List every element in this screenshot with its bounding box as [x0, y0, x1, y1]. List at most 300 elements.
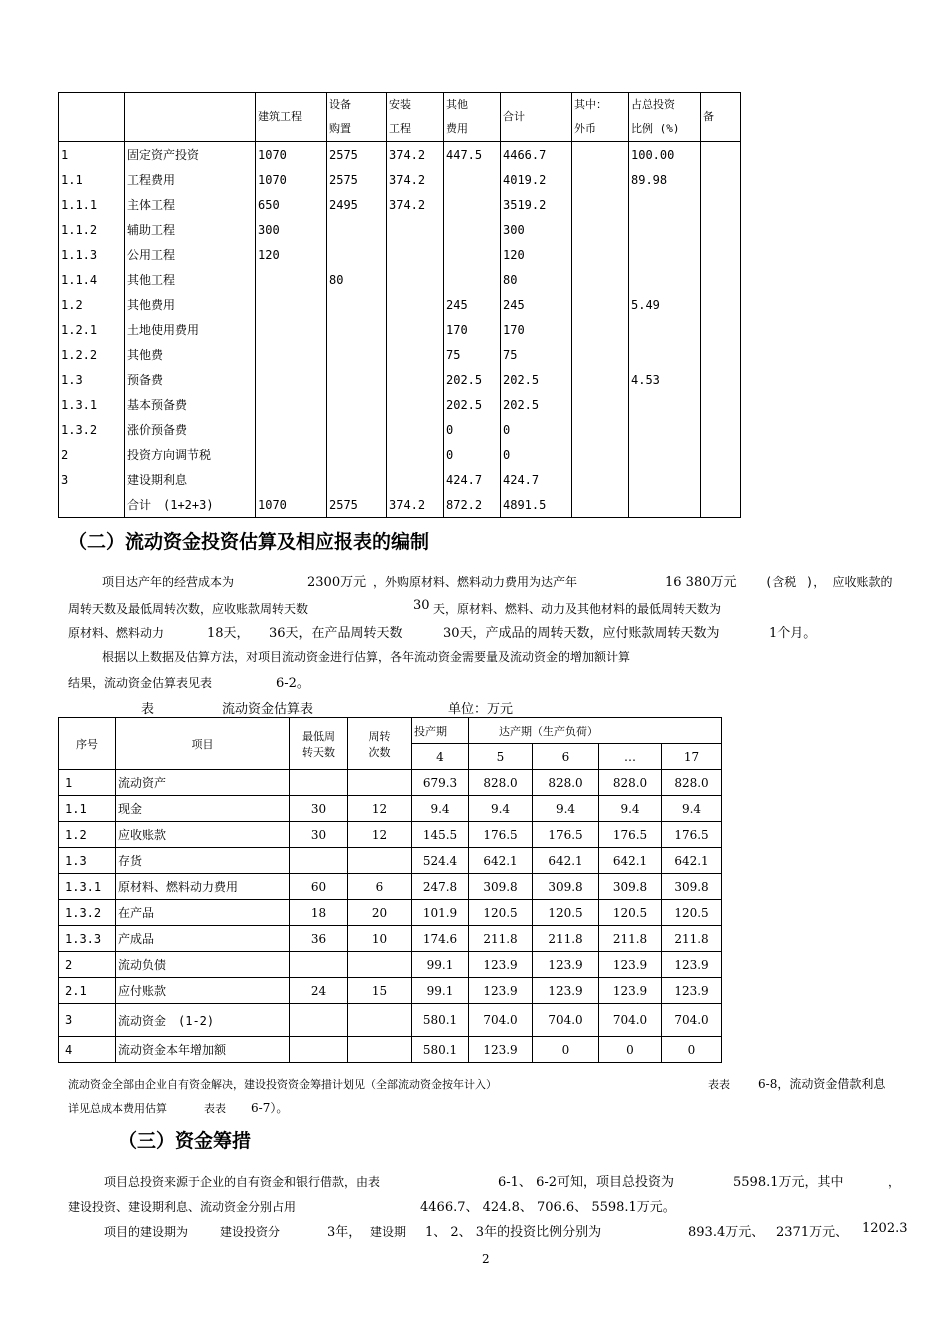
- para3-line3h: 1202.3: [862, 1221, 908, 1236]
- t2-cell: 1.3.2: [59, 900, 116, 926]
- t2-cell: 174.6: [412, 926, 469, 952]
- t2-cell: 9.4: [662, 796, 722, 822]
- t2-cell: [290, 848, 348, 874]
- t1-cell: [387, 292, 444, 317]
- t1-cell: [387, 217, 444, 242]
- t1-cell: 2495: [327, 192, 387, 217]
- page-number: 2: [482, 1252, 490, 1266]
- para3-line3f: 893.4万元、: [688, 1225, 765, 1240]
- t1-header-cell: 设备 购置: [327, 93, 387, 142]
- table-row: [59, 367, 741, 392]
- t1-cell: 3: [61, 472, 69, 487]
- t2-cell: 4: [59, 1037, 116, 1063]
- t2-year-header: 6: [533, 744, 599, 770]
- table-row: [59, 848, 722, 874]
- t2-cell: 30: [290, 822, 348, 848]
- t2-cell: 1.3.1: [59, 874, 116, 900]
- t2-cell: 15: [348, 978, 412, 1004]
- t2-year-header: …: [599, 744, 662, 770]
- t2-cell: 580.1: [412, 1004, 469, 1037]
- t1-cell: 1.2.2: [61, 347, 98, 362]
- t1-cell: 4891.5: [501, 492, 572, 518]
- t2-header-times: 周转 次数: [348, 718, 412, 770]
- t1-cell: 872.2: [444, 492, 501, 518]
- para1-line2b: 30: [413, 598, 430, 613]
- t2-cell: 12: [348, 822, 412, 848]
- t1-cell: [572, 392, 629, 417]
- t1-cell: 100.00: [629, 142, 701, 168]
- t2-cell: 580.1: [412, 1037, 469, 1063]
- para1-line2a: 周转天数及最低周转次数，应收账款周转天数: [68, 602, 309, 616]
- t1-cell: [444, 192, 501, 217]
- t2-year-header: 5: [469, 744, 533, 770]
- t1-cell: [256, 417, 327, 442]
- t2-cell: 应付账款: [116, 978, 290, 1004]
- t2-cell: 176.5: [662, 822, 722, 848]
- t2-header-no: 序号: [59, 718, 116, 770]
- t2-cell: 704.0: [599, 1004, 662, 1037]
- investment-estimate-table: [58, 92, 741, 518]
- para3-line2b: 4466.7、 424.8、 706.6、 5598.1万元。: [420, 1200, 676, 1215]
- t1-cell: [629, 442, 701, 467]
- t2-cell: [348, 770, 412, 796]
- t2-cell: 123.9: [662, 952, 722, 978]
- t1-cell: [701, 167, 741, 192]
- t1-cell: [629, 317, 701, 342]
- t2-cell: 828.0: [599, 770, 662, 796]
- t1-cell: 75: [444, 342, 501, 367]
- t1-header-cell: 占总投资 比例 (%): [629, 93, 701, 142]
- t1-cell: [327, 317, 387, 342]
- t1-cell: 1.3.2: [61, 422, 98, 437]
- t1-cell: 245: [444, 292, 501, 317]
- table-row: [59, 342, 741, 367]
- t2-cell: 679.3: [412, 770, 469, 796]
- t2-cell: 60: [290, 874, 348, 900]
- t1-cell: [701, 267, 741, 292]
- t1-cell: 650: [256, 192, 327, 217]
- t1-cell: 1.3.1: [61, 397, 98, 412]
- t1-cell: [701, 492, 741, 518]
- t1-cell: 1.1.2: [61, 222, 98, 237]
- t1-cell: [444, 167, 501, 192]
- t2-cell: 123.9: [469, 1037, 533, 1063]
- section-3-title: （三）资金筹措: [118, 1130, 252, 1152]
- t2-cell: 704.0: [662, 1004, 722, 1037]
- t1-header-cell: 其中： 外币: [572, 93, 629, 142]
- t1-cell: 0: [501, 417, 572, 442]
- t2-cell: 176.5: [599, 822, 662, 848]
- t1-cell: 0: [444, 417, 501, 442]
- table2-caption: 流动资金估算表: [222, 702, 314, 717]
- para1-line2c: 天，原材料、燃料、动力及其他材料的最低周转天数为: [433, 602, 722, 616]
- t2-cell: 1.3: [59, 848, 116, 874]
- t2-cell: 211.8: [533, 926, 599, 952]
- t2-cell: 现金: [116, 796, 290, 822]
- t1-cell: 1: [61, 147, 69, 162]
- para1-line3a: 原材料、燃料动力: [68, 626, 165, 640]
- t1-header-cell: 建筑工程: [256, 93, 327, 142]
- t1-cell: [701, 217, 741, 242]
- t1-cell: [256, 442, 327, 467]
- t1-cell: 0: [444, 442, 501, 467]
- table-row: [59, 770, 722, 796]
- t2-cell: 流动负债: [116, 952, 290, 978]
- t1-cell: [327, 292, 387, 317]
- para2-line2b: 表表: [204, 1102, 226, 1115]
- t1-cell: [444, 242, 501, 267]
- t2-cell: 309.8: [469, 874, 533, 900]
- t2-cell: 211.8: [662, 926, 722, 952]
- t1-cell: 公用工程: [125, 242, 256, 267]
- para3-line3a: 项目的建设期为: [104, 1225, 189, 1239]
- t1-cell: [701, 192, 741, 217]
- t1-cell: 424.7: [444, 467, 501, 492]
- t2-cell: 3: [59, 1004, 116, 1037]
- t1-cell: 基本预备费: [125, 392, 256, 417]
- t1-cell: 170: [501, 317, 572, 342]
- t1-cell: [629, 417, 701, 442]
- para3-line1d: ，: [888, 1175, 901, 1189]
- t1-cell: 120: [501, 242, 572, 267]
- para2-line2c: 6-7）。: [251, 1101, 289, 1115]
- t2-cell: 0: [533, 1037, 599, 1063]
- t1-cell: 374.2: [387, 142, 444, 168]
- t1-cell: [701, 242, 741, 267]
- t1-cell: 1.1.3: [61, 247, 98, 262]
- t1-cell: 其他费: [125, 342, 256, 367]
- t1-cell: [629, 467, 701, 492]
- t1-cell: [629, 242, 701, 267]
- t2-header-prod: 达产期（生产负荷）: [469, 718, 722, 744]
- t2-cell: 120.5: [469, 900, 533, 926]
- t2-cell: 9.4: [412, 796, 469, 822]
- t1-cell: 合计 (1+2+3): [125, 492, 256, 518]
- t2-cell: 9.4: [469, 796, 533, 822]
- t1-cell: [327, 467, 387, 492]
- t1-cell: [444, 217, 501, 242]
- t1-cell: [572, 267, 629, 292]
- t2-cell: 828.0: [533, 770, 599, 796]
- t2-cell: 123.9: [599, 952, 662, 978]
- t1-cell: 1070: [256, 142, 327, 168]
- para3-line3c: 3年，: [327, 1225, 362, 1240]
- t1-cell: [701, 367, 741, 392]
- para3-line1b: 6-1、 6-2可知，项目总投资为: [498, 1175, 675, 1190]
- t2-cell: 应收账款: [116, 822, 290, 848]
- para1-line5b: 6-2。: [276, 676, 310, 691]
- para1-line4: 根据以上数据及估算方法，对项目流动资金进行估算，各年流动资金需要量及流动资金的增加额计算: [102, 650, 631, 664]
- t2-cell: 在产品: [116, 900, 290, 926]
- t2-cell: 828.0: [662, 770, 722, 796]
- table-row: [59, 167, 741, 192]
- t1-cell: [256, 467, 327, 492]
- t2-cell: 309.8: [662, 874, 722, 900]
- t2-cell: 642.1: [469, 848, 533, 874]
- t1-cell: [387, 317, 444, 342]
- t1-cell: 447.5: [444, 142, 501, 168]
- table-row: [59, 952, 722, 978]
- t1-cell: [256, 342, 327, 367]
- t1-cell: [701, 442, 741, 467]
- table-row: [59, 392, 741, 417]
- t2-cell: [290, 1037, 348, 1063]
- t1-cell: 其他费用: [125, 292, 256, 317]
- table-row: [59, 292, 741, 317]
- para1-line1b: 2300万元: [307, 575, 367, 590]
- t1-cell: 374.2: [387, 167, 444, 192]
- t1-cell: [327, 417, 387, 442]
- t1-cell: [387, 242, 444, 267]
- t2-cell: 2: [59, 952, 116, 978]
- t2-cell: [348, 848, 412, 874]
- t1-cell: 1.2.1: [61, 322, 98, 337]
- t1-cell: 374.2: [387, 192, 444, 217]
- para1-line3d: 30天，产成品的周转天数，应付账款周转天数为: [443, 626, 720, 641]
- t2-year-header: 17: [662, 744, 722, 770]
- t1-cell: [256, 367, 327, 392]
- table-row: [59, 192, 741, 217]
- table-row: [59, 242, 741, 267]
- para1-line3e: 1个月。: [769, 626, 817, 641]
- t1-cell: [701, 417, 741, 442]
- t1-cell: 2575: [327, 142, 387, 168]
- table-row: [59, 1004, 722, 1037]
- t2-cell: 1: [59, 770, 116, 796]
- table-row: [59, 822, 722, 848]
- t2-cell: 309.8: [533, 874, 599, 900]
- t1-cell: [256, 267, 327, 292]
- t2-cell: 211.8: [599, 926, 662, 952]
- para1-line5a: 结果，流动资金估算表见表: [68, 676, 213, 690]
- t2-cell: 9.4: [599, 796, 662, 822]
- t1-header-cell: 备: [701, 93, 741, 142]
- t2-cell: 123.9: [662, 978, 722, 1004]
- t2-cell: 2.1: [59, 978, 116, 1004]
- t1-cell: [701, 142, 741, 168]
- t1-cell: 1.1.1: [61, 197, 98, 212]
- t1-cell: 0: [501, 442, 572, 467]
- t1-cell: 其他工程: [125, 267, 256, 292]
- t2-cell: 101.9: [412, 900, 469, 926]
- t1-cell: [387, 392, 444, 417]
- para1-line1c: ，外购原材料、燃料动力费用为达产年: [373, 575, 578, 589]
- t2-cell: 120.5: [662, 900, 722, 926]
- t2-cell: 9.4: [533, 796, 599, 822]
- t1-cell: 固定资产投资: [125, 142, 256, 168]
- t1-cell: 1070: [256, 167, 327, 192]
- t1-cell: [629, 192, 701, 217]
- t2-cell: 123.9: [469, 978, 533, 1004]
- t1-cell: [572, 342, 629, 367]
- t2-cell: 6: [348, 874, 412, 900]
- t2-cell: 524.4: [412, 848, 469, 874]
- t1-cell: 2575: [327, 492, 387, 518]
- t2-year-header: 4: [412, 744, 469, 770]
- t2-cell: 123.9: [533, 952, 599, 978]
- t2-cell: 309.8: [599, 874, 662, 900]
- t1-cell: 建设期利息: [125, 467, 256, 492]
- t1-cell: [387, 442, 444, 467]
- para3-line3d: 建设期: [370, 1225, 407, 1239]
- table-row: [59, 900, 722, 926]
- t1-cell: 主体工程: [125, 192, 256, 217]
- t1-cell: 1.3: [61, 372, 83, 387]
- table-row: [59, 467, 741, 492]
- t1-cell: [701, 467, 741, 492]
- t1-cell: 4019.2: [501, 167, 572, 192]
- t1-cell: 170: [444, 317, 501, 342]
- t2-cell: 828.0: [469, 770, 533, 796]
- t1-cell: 1070: [256, 492, 327, 518]
- t1-cell: 投资方向调节税: [125, 442, 256, 467]
- t1-cell: [256, 292, 327, 317]
- t2-cell: 存货: [116, 848, 290, 874]
- t1-cell: [572, 192, 629, 217]
- t2-cell: [348, 952, 412, 978]
- t2-cell: 1.1: [59, 796, 116, 822]
- t2-cell: 642.1: [599, 848, 662, 874]
- t1-cell: 89.98: [629, 167, 701, 192]
- t1-cell: 1.2: [61, 297, 83, 312]
- t1-cell: [572, 167, 629, 192]
- t2-cell: 642.1: [533, 848, 599, 874]
- para1-line3c: 36天，在产品周转天数: [269, 626, 403, 641]
- t1-cell: [572, 367, 629, 392]
- t1-cell: [572, 467, 629, 492]
- t2-cell: 0: [662, 1037, 722, 1063]
- t1-cell: [701, 292, 741, 317]
- t2-cell: 145.5: [412, 822, 469, 848]
- t2-cell: 123.9: [469, 952, 533, 978]
- t1-cell: 202.5: [444, 367, 501, 392]
- t1-cell: 202.5: [501, 392, 572, 417]
- t1-cell: [629, 492, 701, 518]
- para3-line2a: 建设投资、建设期利息、流动资金分别占用: [68, 1200, 297, 1214]
- t2-cell: 123.9: [599, 978, 662, 1004]
- working-capital-table: [58, 717, 722, 1063]
- t1-cell: [444, 267, 501, 292]
- t1-cell: 1.1: [61, 172, 83, 187]
- t1-cell: 120: [256, 242, 327, 267]
- t1-cell: 5.49: [629, 292, 701, 317]
- t1-cell: [327, 342, 387, 367]
- t1-cell: [256, 392, 327, 417]
- para1-line1d: 16 380万元: [665, 575, 737, 590]
- table-row: [59, 267, 741, 292]
- table-row: [59, 217, 741, 242]
- para3-line1a: 项目总投资来源于企业的自有资金和银行借款，由表: [104, 1175, 381, 1189]
- t2-cell: 211.8: [469, 926, 533, 952]
- t2-cell: 99.1: [412, 978, 469, 1004]
- t2-cell: 176.5: [469, 822, 533, 848]
- table-row: [59, 978, 722, 1004]
- t2-cell: 704.0: [469, 1004, 533, 1037]
- t1-cell: 2: [61, 447, 69, 462]
- table-row: [59, 874, 722, 900]
- t2-cell: 704.0: [533, 1004, 599, 1037]
- table2-unit: 单位：万元: [448, 702, 514, 717]
- t1-cell: 300: [256, 217, 327, 242]
- t1-cell: 1.1.4: [61, 272, 98, 287]
- t2-cell: 1.3.3: [59, 926, 116, 952]
- t2-cell: 流动资金 (1-2): [116, 1004, 290, 1037]
- t1-cell: [629, 342, 701, 367]
- t1-cell: [572, 417, 629, 442]
- para3-line3b: 建设投资分: [220, 1225, 281, 1239]
- t1-cell: [572, 317, 629, 342]
- t2-cell: [348, 1037, 412, 1063]
- t1-header-cell: 其他 费用: [444, 93, 501, 142]
- t1-header-cell: [125, 93, 256, 142]
- t2-cell: 18: [290, 900, 348, 926]
- para1-line1f: )， 应收账款的: [806, 575, 893, 589]
- t1-cell: [327, 242, 387, 267]
- table-row: [59, 417, 741, 442]
- t1-cell: 涨价预备费: [125, 417, 256, 442]
- t1-cell: 4.53: [629, 367, 701, 392]
- t1-cell: 202.5: [501, 367, 572, 392]
- t1-cell: [572, 442, 629, 467]
- t1-cell: [572, 292, 629, 317]
- t2-cell: [290, 952, 348, 978]
- t1-cell: 工程费用: [125, 167, 256, 192]
- t2-cell: 原材料、燃料动力费用: [116, 874, 290, 900]
- t1-cell: 预备费: [125, 367, 256, 392]
- para3-line3e: 1、 2、 3年的投资比例分别为: [425, 1225, 602, 1240]
- t1-header-cell: 安装 工程: [387, 93, 444, 142]
- t1-cell: [572, 142, 629, 168]
- t1-cell: [256, 317, 327, 342]
- t1-cell: [327, 442, 387, 467]
- t2-cell: 12: [348, 796, 412, 822]
- para1-line1a: 项目达产年的经营成本为: [102, 575, 235, 589]
- t1-cell: 202.5: [444, 392, 501, 417]
- t2-cell: 120.5: [533, 900, 599, 926]
- t1-cell: 80: [327, 267, 387, 292]
- table-row: [59, 142, 741, 168]
- t1-cell: 300: [501, 217, 572, 242]
- t2-cell: 176.5: [533, 822, 599, 848]
- t1-header-cell: 合计: [501, 93, 572, 142]
- t1-cell: [572, 492, 629, 518]
- t1-cell: [59, 492, 125, 518]
- t2-cell: 120.5: [599, 900, 662, 926]
- t1-cell: [387, 267, 444, 292]
- t1-cell: [387, 467, 444, 492]
- t1-cell: [701, 392, 741, 417]
- t1-cell: [572, 242, 629, 267]
- t1-cell: 3519.2: [501, 192, 572, 217]
- t2-cell: 123.9: [533, 978, 599, 1004]
- t2-header-days: 最低周 转天数: [290, 718, 348, 770]
- t2-cell: 20: [348, 900, 412, 926]
- t1-cell: [387, 367, 444, 392]
- t1-cell: [629, 392, 701, 417]
- t2-cell: [348, 1004, 412, 1037]
- t2-header-item: 项目: [116, 718, 290, 770]
- table-row: [59, 442, 741, 467]
- t2-cell: 流动资产: [116, 770, 290, 796]
- t2-cell: 0: [599, 1037, 662, 1063]
- para1-line3b: 18天，: [207, 626, 250, 641]
- t2-cell: 30: [290, 796, 348, 822]
- t2-cell: [290, 1004, 348, 1037]
- table-row: [59, 317, 741, 342]
- t1-cell: [327, 392, 387, 417]
- table2-caption-a: 表: [141, 702, 155, 717]
- t1-cell: [327, 217, 387, 242]
